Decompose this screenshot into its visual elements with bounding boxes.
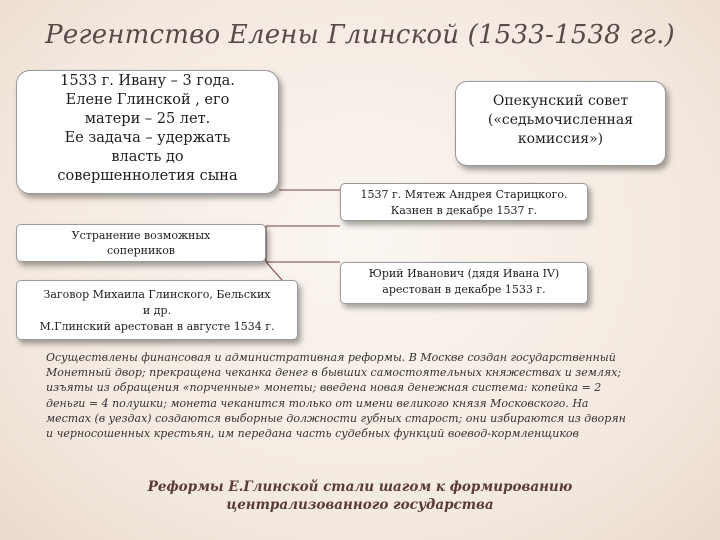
reforms-line: изъяты из обращения «порченные» монеты; введена новая денежная система: копейка = 2 — [46, 381, 602, 395]
box-glinsky-conspiracy — [16, 280, 298, 340]
box-rivals-line: Устранение возможных — [71, 229, 211, 242]
reforms-line: местах (в уездах) создаются выборные должности губных старост; они избираются из дворян — [46, 411, 626, 425]
box-council-line: комиссия») — [517, 131, 604, 147]
box-regency-council — [455, 81, 666, 166]
reforms-line: Монетный двор; прекращена чеканка денег в бывших самостоятельных княжествах и землях; — [46, 366, 622, 380]
box-yuri-arrest — [340, 262, 588, 304]
reforms-paragraph — [46, 350, 696, 441]
box-yuri-line: Юрий Иванович (дядя Ивана IV) — [368, 267, 560, 280]
slide-title: Регентство Елены Глинской (1533-1538 гг.) — [45, 20, 675, 50]
box-ivan-age-line: матери – 25 лет. — [84, 111, 211, 127]
box-council-line: Опекунский совет — [492, 93, 629, 109]
box-rivals-line: соперников — [106, 244, 176, 257]
box-conspiracy-line: Заговор Михаила Глинского, Бельских — [43, 288, 271, 301]
box-ivan-age-line: Ее задача – удержать — [64, 130, 231, 146]
box-ivan-age-line: совершеннолетия сына — [57, 168, 238, 184]
reforms-line: Осуществлены финансовая и административная реформы. В Москве создан государственный — [46, 351, 616, 364]
box-staritsky-revolt — [340, 183, 588, 221]
conclusion-line: централизованного государства — [226, 497, 494, 513]
box-yuri-line: арестован в декабре 1533 г. — [382, 283, 546, 296]
box-revolt-line: Казнен в декабре 1537 г. — [390, 204, 538, 217]
box-council-line: («седьмочисленная — [487, 112, 634, 128]
box-revolt-line: 1537 г. Мятеж Андрея Старицкого. — [360, 188, 568, 201]
box-eliminate-rivals — [16, 224, 266, 262]
reforms-line: и черносошенных крестьян, им передана часть судебных функций воевод-кормленщиков — [46, 427, 579, 441]
box-ivan-age-line: 1533 г. Ивану – 3 года. — [60, 73, 235, 89]
box-ivan-age-line: власть до — [111, 149, 184, 165]
box-ivan-age — [16, 70, 279, 194]
box-ivan-age-line: Елене Глинской , его — [65, 92, 230, 108]
reforms-line: деньги = 4 полушки; монета чеканится только от имени великого князя Московского. На — [46, 396, 589, 410]
conclusion-text — [60, 478, 660, 514]
box-conspiracy-line: и др. — [142, 304, 172, 317]
conclusion-line: Реформы Е.Глинской стали шагом к формированию — [147, 479, 573, 495]
box-conspiracy-line: М.Глинский арестован в августе 1534 г. — [39, 320, 275, 333]
